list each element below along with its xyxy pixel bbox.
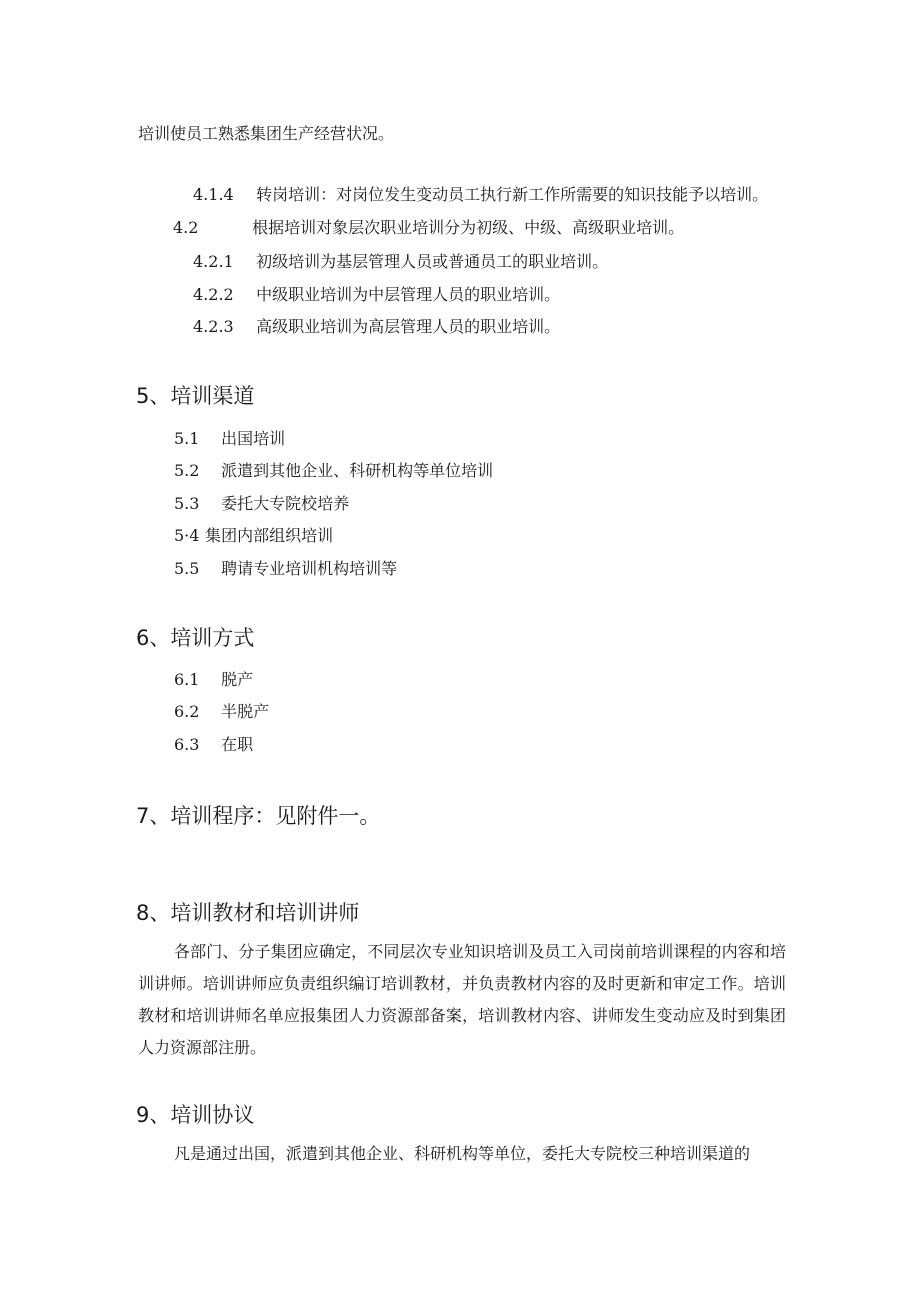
- intro-text: 培训使员工熟悉集团生产经营状况。: [138, 124, 395, 143]
- item-number: 5·4: [174, 526, 200, 545]
- item-number: 4.2: [173, 218, 199, 237]
- item-text: 派遣到其他企业、科研机构等单位培训: [221, 461, 494, 480]
- list-item: [174, 669, 253, 691]
- item-number: 4.2.3: [193, 317, 234, 336]
- list-item: [174, 493, 349, 515]
- list-item: [174, 525, 333, 547]
- item-number: 4.1.4: [193, 185, 234, 204]
- item-number: 5.2: [174, 461, 200, 480]
- item-number: 6.1: [174, 670, 200, 689]
- item-text: 集团内部组织培训: [205, 526, 334, 545]
- section-6-heading: 6、培训方式: [136, 626, 255, 650]
- item-4-2-3: [193, 316, 560, 338]
- item-number: 6.2: [174, 702, 200, 721]
- item-number: 5.3: [174, 494, 200, 513]
- item-number: 5.5: [174, 559, 200, 578]
- list-item: [174, 428, 285, 450]
- list-item: [174, 701, 269, 723]
- section-5-heading: 5、培训渠道: [136, 384, 255, 408]
- item-text: 中级职业培训为中层管理人员的职业培训。: [256, 285, 561, 304]
- item-text: 半脱产: [221, 702, 270, 721]
- intro-line: [138, 123, 394, 145]
- item-number: 6.3: [174, 735, 200, 754]
- section-9-paragraph: 凡是通过出国，派遣到其他企业、科研机构等单位，委托大专院校三种培训渠道的: [174, 1144, 751, 1163]
- section-8-paragraph: 各部门、分子集团应确定，不同层次专业知识培训及员工入司岗前培训课程的内容和培训讲师。培训讲师应负责组织编订培训教材，并负责教材内容的及时更新和审定工作。培训教材和培训讲师名单应报集团人力资源部备案，培训教材内容、讲师发生变动应及时到集团人力资源部注册。: [138, 942, 786, 1057]
- list-item: [174, 460, 493, 482]
- item-text: 高级职业培训为高层管理人员的职业培训。: [256, 317, 561, 336]
- item-number: 4.2.2: [193, 285, 234, 304]
- item-4-2: [173, 217, 684, 239]
- item-text: 转岗培训：对岗位发生变动员工执行新工作所需要的知识技能予以培训。: [256, 185, 769, 204]
- section-7-heading: 7、培训程序：见附件一。: [136, 804, 381, 828]
- item-text: 委托大专院校培养: [221, 494, 350, 513]
- item-text: 在职: [221, 735, 254, 754]
- item-number: 5.1: [174, 429, 200, 448]
- item-4-1-4: [193, 184, 768, 206]
- section-9-heading: 9、培训协议: [136, 1103, 255, 1127]
- item-number: 4.2.1: [193, 252, 234, 271]
- item-text: 脱产: [221, 670, 254, 689]
- item-4-2-2: [193, 284, 560, 306]
- item-text: 根据培训对象层次职业培训分为初级、中级、高级职业培训。: [252, 218, 685, 237]
- item-text: 聘请专业培训机构培训等: [221, 559, 398, 578]
- list-item: [174, 558, 397, 580]
- item-text: 出国培训: [221, 429, 286, 448]
- item-text: 初级培训为基层管理人员或普通员工的职业培训。: [256, 252, 609, 271]
- section-8-heading: 8、培训教材和培训讲师: [136, 901, 360, 925]
- list-item: [174, 734, 253, 756]
- item-4-2-1: [193, 251, 608, 273]
